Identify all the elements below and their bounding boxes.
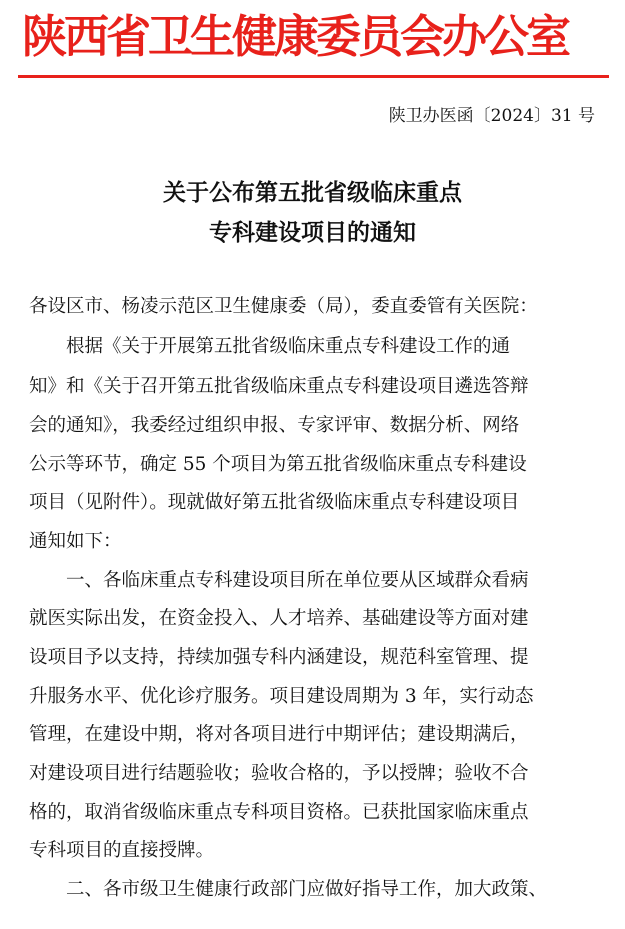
body-line: 根据《关于开展第五批省级临床重点专科建设工作的通 (29, 336, 511, 357)
red-divider-line (18, 75, 609, 78)
body-line: 一、各临床重点专科建设项目所在单位要从区域群众看病 (29, 570, 529, 591)
body-line: 专科项目的直接授牌。 (29, 840, 215, 861)
body-line: 会的通知》，我委经过组织申报、专家评审、数据分析、网络 (29, 415, 520, 436)
agency-masthead: 陕西省卫生健康委员会办公室 (22, 10, 569, 63)
body-line: 知》和《关于召开第五批省级临床重点专科建设项目遴选答辩 (29, 376, 529, 397)
body-line: 管理，在建设中期，将对各项目进行中期评估；建设期满后， (29, 724, 529, 745)
salutation-line: 各设区市、杨凌示范区卫生健康委（局），委直委管有关医院： (29, 296, 538, 317)
document-title-line-2: 专科建设项目的通知 (209, 220, 416, 246)
body-line: 通知如下： (29, 531, 122, 552)
body-line: 项目（见附件）。现就做好第五批省级临床重点专科建设项目 (29, 492, 520, 513)
body-line: 就医实际出发，在资金投入、人才培养、基础建设等方面对建 (29, 608, 529, 629)
body-line: 二、各市级卫生健康行政部门应做好指导工作，加大政策、 (29, 879, 548, 900)
body-line: 公示等环节，确定 55 个项目为第五批省级临床重点专科建设 (29, 454, 527, 475)
body-line: 设项目予以支持，持续加强专科内涵建设，规范科室管理、提 (29, 647, 529, 668)
body-line: 升服务水平、优化诊疗服务。项目建设周期为 3 年，实行动态 (29, 686, 534, 707)
document-number: 陕卫办医函〔2024〕31 号 (388, 106, 595, 126)
body-line: 对建设项目进行结题验收；验收合格的，予以授牌；验收不合 (29, 763, 529, 784)
body-line: 格的，取消省级临床重点专科项目资格。已获批国家临床重点 (29, 802, 529, 823)
document-title-line-1: 关于公布第五批省级临床重点 (163, 180, 462, 206)
